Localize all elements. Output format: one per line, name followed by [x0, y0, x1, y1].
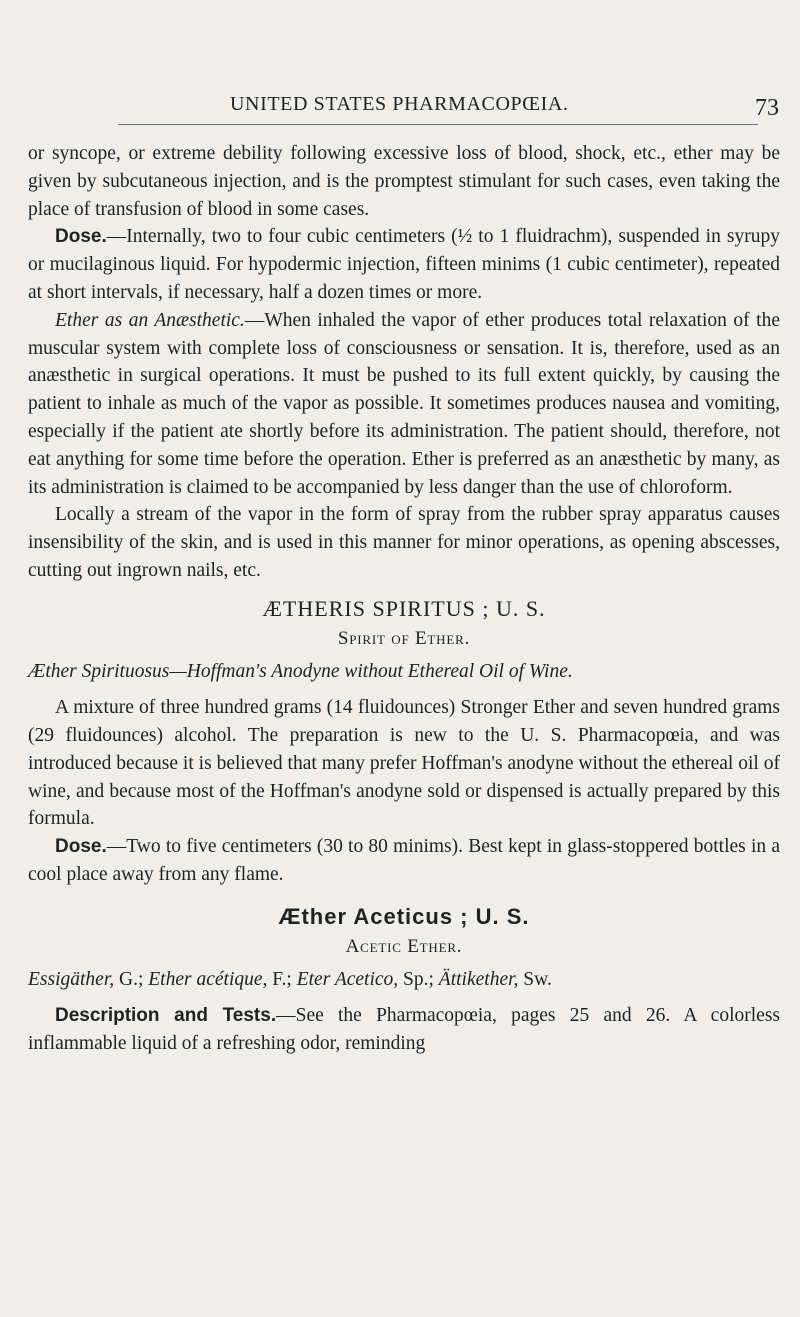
paragraph-description — [28, 1002, 780, 1058]
syn-french-lang: F.; — [267, 969, 297, 991]
syn-spanish: Eter Acetico, — [296, 969, 399, 991]
anaesthetic-label: Ether as an Anæsthetic. — [55, 309, 245, 331]
syn-spanish-lang: Sp.; — [398, 969, 439, 991]
dose-label: Dose. — [55, 226, 107, 248]
section-subtitle-aceticus: Acetic Ether. — [345, 935, 463, 957]
syn-german-lang: G.; — [114, 969, 149, 991]
paragraph-syncope: or syncope, or extreme debility following excessive loss of blood, shock, etc., ether may be given by subcutaneous injection, and is the promptest stimulant for such cases, even taking the place of transfusion of blood in some cases. — [28, 143, 780, 220]
section-subtitle-spiritus: Spirit of Ether. — [337, 627, 471, 649]
synonyms-aceticus — [28, 966, 780, 994]
syn-swedish-lang: Sw. — [518, 969, 552, 991]
paragraph-anaesthetic — [28, 307, 780, 502]
body-text — [28, 140, 780, 1058]
paragraph-mixture: A mixture of three hundred grams (14 fluidounces) Stronger Ether and seven hundred grams (29 fluidounces) alcohol. The preparation is new to the U. S. Pharmacopœia, and was introduced because it is believed that many prefer Hoffman's anodyne without the ethereal oil of wine, and because most of the Hoffman's anodyne sold or dispensed is actually prepared by this formula. — [28, 697, 780, 830]
paragraph-dose — [28, 223, 780, 306]
anaesthetic-text: —When inhaled the vapor of ether produces total relaxation of the muscular system with complete loss of consciousness or sensation. It is, therefore, used as an anæsthetic in surgical operations. It must be pushed to its full extent quickly, by causing the patient to inhale as much of the vapor as possible. It sometimes produces nausea and vomiting, especially if the patient ate shortly before its administration. The patient should, therefore, not eat anything for some time before the operation. Ether is preferred as an anæsthetic by many, as its administration is claimed to be accompanied by less danger than the use of chloroform. — [28, 309, 780, 498]
paragraph-spirit-dose — [28, 833, 780, 889]
description-text: —See the Pharmacopœia, pages 25 and 26. A colorless inflammable liquid of a refreshing odor, reminding — [28, 1005, 781, 1054]
syn-french: Ether acétique, — [148, 969, 268, 991]
section-title-spiritus: ÆTHERIS SPIRITUS ; U. S. — [262, 595, 546, 621]
description-label: Description and Tests. — [55, 1005, 277, 1027]
header-title: UNITED STATES PHARMACOPŒIA. — [230, 93, 569, 115]
spirit-dose-text: —Two to five centimeters (30 to 80 minims). Best kept in glass-stoppered bottles in a cool place away from any flame. — [28, 836, 780, 885]
syn-german: Essigäther, — [28, 969, 115, 991]
header-rule — [118, 124, 758, 125]
spirit-dose-label: Dose. — [55, 836, 107, 858]
page-number: 73 — [755, 95, 779, 121]
running-header — [40, 93, 785, 123]
syn-swedish: Ättikether, — [438, 969, 519, 991]
dose-text: —Internally, two to four cubic centimeters (½ to 1 fluidrachm), suspended in syrupy or mucilaginous liquid. For hypodermic injection, fifteen minims (1 cubic centimeter), repeated at short intervals, if necessary, half a dozen times or more. — [28, 226, 780, 303]
synonyms-spiritus: Æther Spirituosus—Hoffman's Anodyne without Ethereal Oil of Wine. — [28, 661, 573, 683]
paragraph-locally: Locally a stream of the vapor in the form of spray from the rubber spray apparatus causes insensibility of the skin, and is used in this manner for minor operations, as opening abscesses, cutting out ingrown nails, etc. — [28, 504, 780, 581]
section-title-aceticus: Æther Aceticus ; U. S. — [278, 903, 530, 929]
